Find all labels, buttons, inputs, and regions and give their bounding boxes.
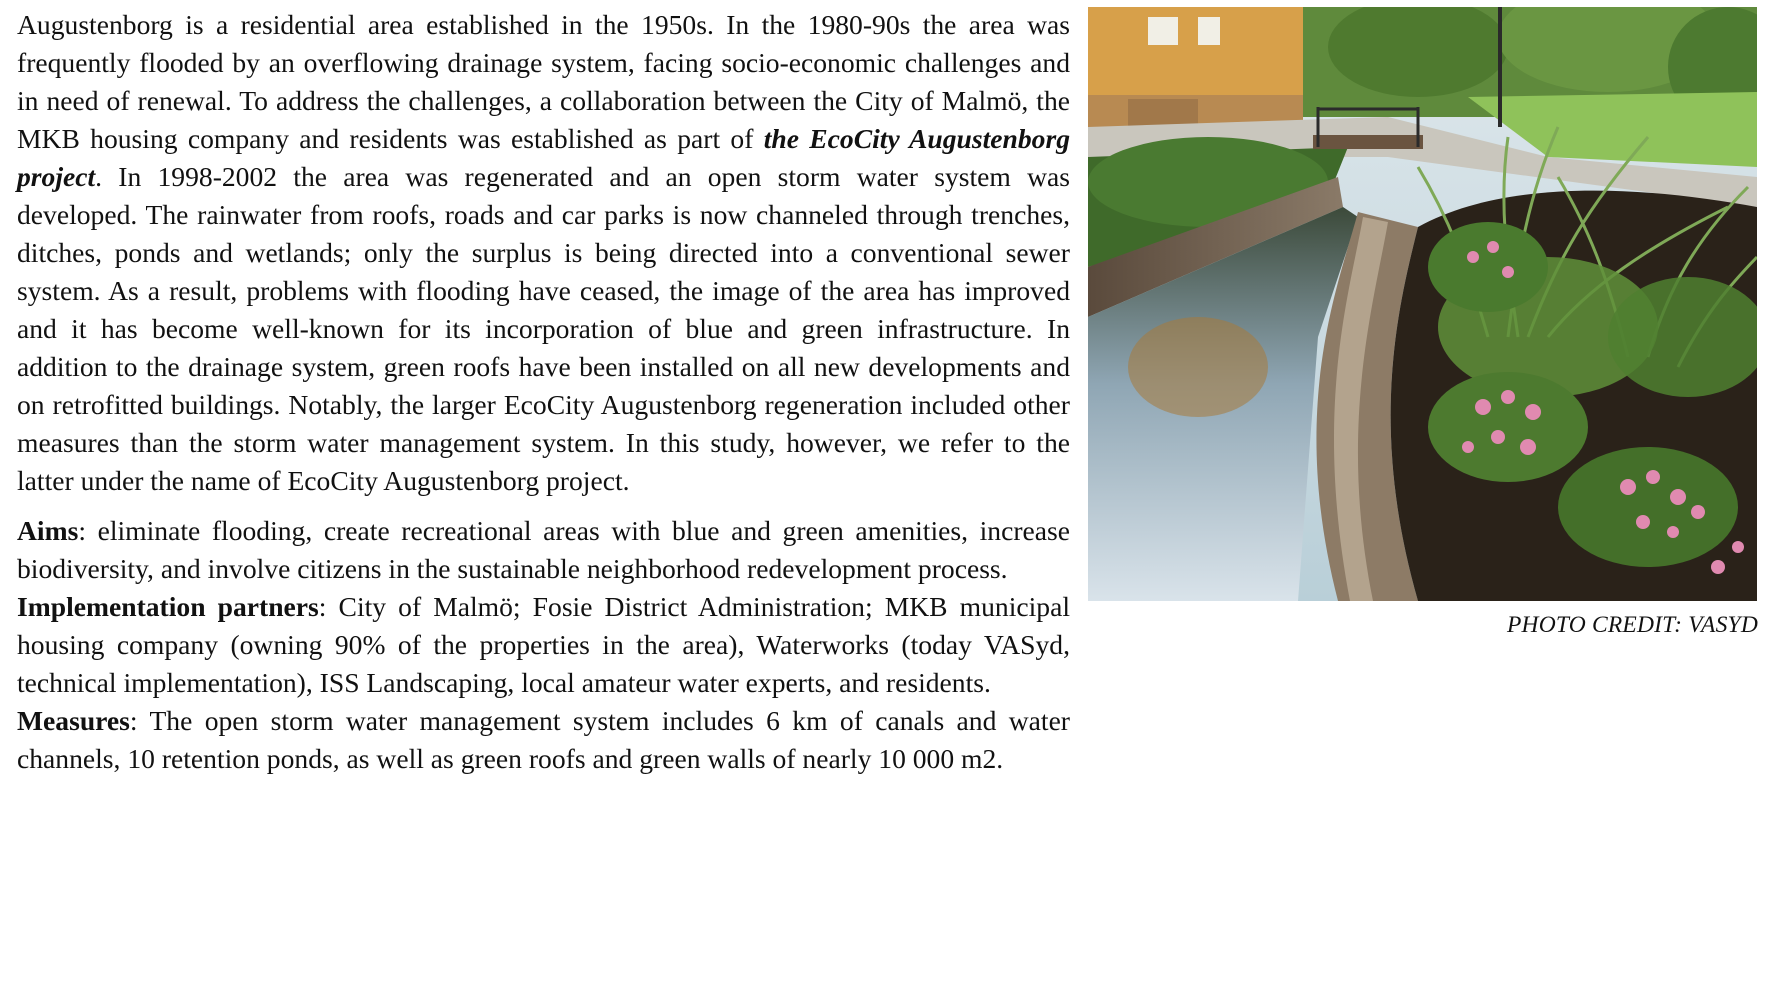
project-name: the EcoCity Augustenborg project (17, 123, 1070, 192)
intro-paragraph (17, 6, 1070, 500)
partners-text: : City of Malmö; Fosie District Administration; MKB municipal housing company (owning 90% of the properties in the area), Waterworks (today VASyd, technical implementation), ISS Landscaping, local amateur water experts, and residents. (17, 591, 1070, 698)
measures-label: Measures (17, 705, 130, 736)
aims-label: Aims (17, 515, 79, 546)
intro-text-2: . In 1998-2002 the area was regenerated and an open storm water system was developed. The rainwater from roofs, roads and car parks is now channeled through trenches, ditches, ponds and wetlands; only the surplus is being directed into a conventional sewer system. As a result, problems with flooding have ceased, the image of the area has improved and it has become well-known for its incorporation of blue and green infrastructure. In addition to the drainage system, green roofs have been installed on all new developments and on retrofitted buildings. Notably, the larger EcoCity Augustenborg regeneration included other measures than the storm water management system. In this study, however, we refer to the latter under the name of EcoCity Augustenborg project. (17, 161, 1070, 496)
partners-paragraph (17, 588, 1070, 702)
aims-text: : eliminate flooding, create recreational areas with blue and green amenities, increase biodiversity, and involve citizens in the sustainable neighborhood redevelopment process. (17, 515, 1070, 584)
document-text (17, 6, 1070, 778)
measures-text: : The open storm water management system includes 6 km of canals and water channels, 10 retention ponds, as well as green roofs and green walls of nearly 10 000 m2. (17, 705, 1070, 774)
photo-credit: PHOTO CREDIT: VASYD (1507, 612, 1758, 638)
partners-label: Implementation partners (17, 591, 319, 622)
measures-paragraph (17, 702, 1070, 778)
aims-paragraph (17, 512, 1070, 588)
canal-photo-illustration (1088, 7, 1757, 601)
intro-text-1: Augustenborg is a residential area established in the 1950s. In the 1980-90s the area was frequently flooded by an overflowing drainage system, facing socio-economic challenges and in need of renewal. To address the challenges, a collaboration between the City of Malmö, the MKB housing company and residents was established as part of (17, 9, 1070, 154)
canal-photo (1088, 7, 1757, 601)
